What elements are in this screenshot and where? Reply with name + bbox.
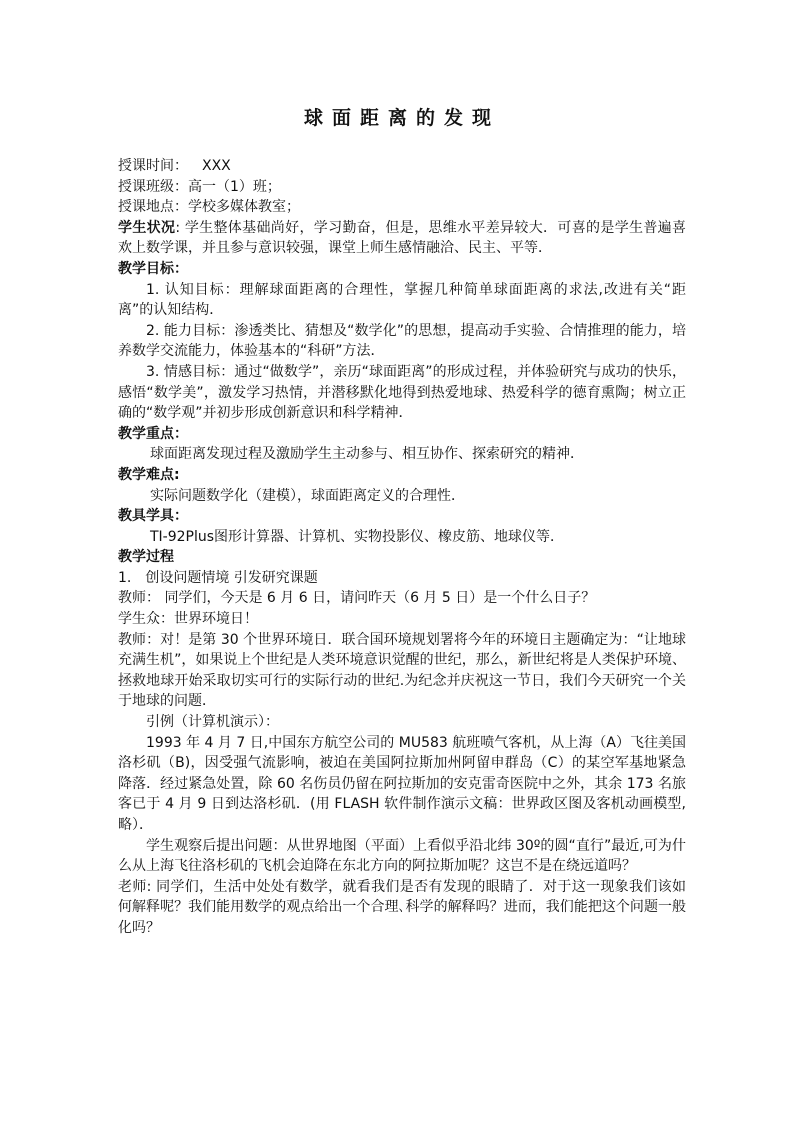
dialog-teacher-2: 教师：对！是第 30 个世界环境日．联合国环境规划署将今年的环境日主题确定为：“让地球充满生机”，如果说上个世纪是人类环境意识觉醒的世纪，那么，新世纪将是人类保护环境、拯救地球开始采取切实可行的实际行动的世纪.为纪念并庆祝这一节日，我们今天研究一个关于地球的问题． — [118, 631, 686, 710]
teaching-time-label: 授课时间： — [118, 158, 188, 174]
difficulty-heading: 教学难点: — [118, 466, 180, 483]
observation-text: 学生观察后提出问题：从世界地图（平面）上看似乎沿北纬 30º的圆“直行”最近,可为什么从上海飞往洛杉矶的飞机会迫降在东北方向的阿拉斯加呢？这岂不是在绕远道吗？ — [118, 837, 686, 875]
dialog-students-1: 学生众：世界环境日！ — [118, 611, 258, 628]
difficulty-text: 实际问题数学化（建模），球面距离定义的合理性． — [150, 487, 465, 504]
example-text: 1993 年 4 月 7 日,中国东方航空公司的 MU583 航班喷气客机，从上海（A）飞往美国洛杉矶（B)，因受强气流影响，被迫在美国阿拉斯加州阿留申群岛（C）的某空军基地紧急降落．经过紧急处置，除 60 名伤员仍留在阿拉斯加的安克雷奇医院中之外，其余 173 名旅客已于 4 月 9 日到达洛杉矶．(用 FLASH 软件制作演示文稿：世界政区图及客机动画模型,略）． — [118, 734, 686, 833]
teaching-place — [118, 197, 686, 218]
goal-item-cognitive: 1. 认知目标：理解球面距离的合理性，掌握几种简单球面距离的求法,改进有关“距离”的认知结构． — [118, 281, 686, 319]
dialog-teacher-1: 教师： 同学们，今天是 6 月 6 日，请问昨天（6 月 5 日）是一个什么日子？ — [118, 590, 596, 607]
example-label: 引例（计算机演示）： — [146, 714, 279, 731]
goal-item-ability: 2. 能力目标：渗透类比、猜想及“数学化”的思想，提高动手实验、合情推理的能力，培养数学交流能力，体验基本的“科研”方法． — [118, 322, 686, 360]
student-situation-text: : 学生整体基础尚好，学习勤奋，但是，思维水平差异较大．可喜的是学生普遍喜欢上数学课，并且参与意识较强，课堂上师生感情融洽、民主、平等． — [118, 219, 687, 257]
teaching-place-label: 授课地点： — [118, 199, 188, 216]
teaching-time-value: XXX — [202, 158, 231, 174]
key-points-text: 球面距离发现过程及激励学生主动参与、相互协作、探索研究的精神． — [150, 446, 584, 463]
process-step-1: 1. 创设问题情境 引发研究课题 — [118, 569, 318, 586]
teacher-final-text: 老师: 同学们，生活中处处有数学，就看我们是否有发现的眼睛了．对于这一现象我们该如何解释呢？我们能用数学的观点给出一个合理､科学的解释吗？进而，我们能把这个问题一般化吗？ — [118, 878, 686, 936]
teaching-place-value: 学校多媒体教室； — [188, 199, 300, 216]
key-points-heading: 教学重点： — [118, 425, 188, 442]
teaching-time — [118, 156, 686, 177]
teaching-class — [118, 177, 686, 198]
tools-text: TI-92Plus图形计算器、计算机、实物投影仪、橡皮筋、地球仪等． — [150, 528, 565, 545]
goals-heading: 教学目标： — [118, 260, 188, 277]
process-heading: 教学过程 — [118, 549, 174, 566]
student-situation — [118, 218, 686, 259]
teaching-class-label: 授课班级： — [118, 178, 188, 195]
teaching-class-value: 高一（1）班； — [188, 178, 281, 195]
goal-item-emotion: 3. 情感目标：通过“做数学”，亲历“球面距离”的形成过程，并体验研究与成功的快乐，感悟“数学美”，激发学习热情，并潜移默化地得到热爱地球、热爱科学的德育熏陶；树立正确的“数学观”并初步形成创新意识和科学精神． — [118, 363, 686, 422]
page-title: 球面距离的发现 — [303, 107, 500, 129]
student-situation-label: 学生状况 — [118, 219, 176, 236]
document-page — [118, 104, 686, 939]
tools-heading: 教具学具： — [118, 508, 188, 525]
